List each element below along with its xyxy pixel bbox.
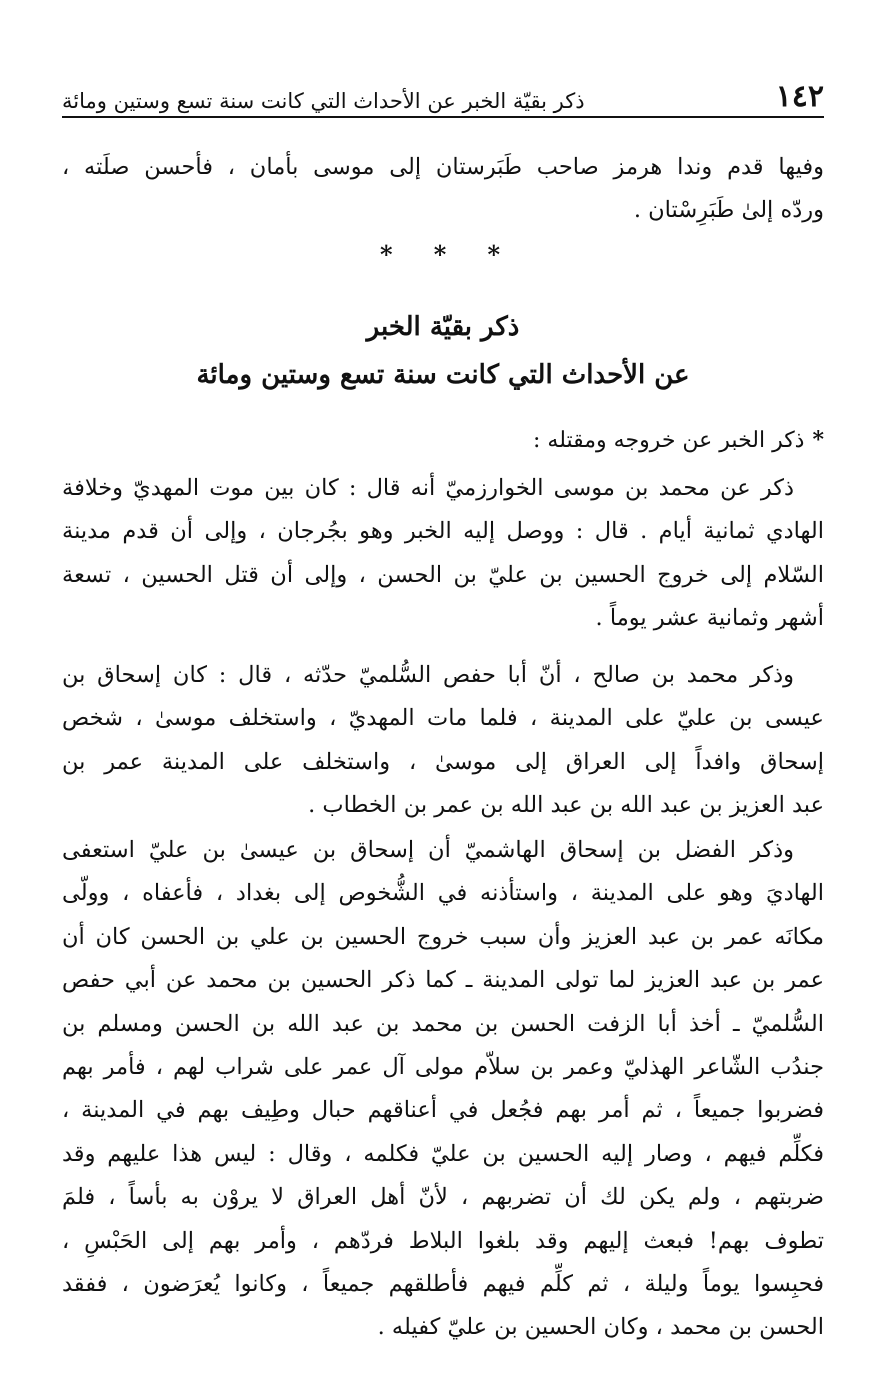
text-line: أشهر وثمانية عشر يوماً . (595, 605, 824, 632)
text-line: الهاديَ وهو على المدينة ، واستأذنه في الشُّخوص إلى بغداد ، فأعفاه ، وولّى (62, 880, 824, 907)
text-line: إسحاق وافداً إلى العراق إلى موسىٰ ، واستخلف على المدينة عمر بن (62, 748, 824, 775)
paragraph-1 (62, 467, 824, 641)
text-line: عبد العزيز بن عبد الله بن عبد الله بن عمر بن الخطاب . (308, 792, 824, 819)
text-line: السّلام إلى خروج الحسين بن عليّ بن الحسن ، وإلى أن قتل الحسين ، تسعة (62, 561, 824, 588)
text-line: الحسن بن محمد ، وكان الحسين بن عليّ كفيله . (377, 1314, 824, 1341)
subheading-marker: * (812, 427, 824, 453)
section-title-line-2: عن الأحداث التي كانت سنة تسع وستين ومائة (196, 360, 690, 390)
text-line: وذكر الفضل بن إسحاق الهاشميّ أن إسحاق بن عيسىٰ بن عليّ استعفى (62, 837, 794, 863)
separator-star: * (487, 240, 500, 269)
text-line: ضربتهم ، ولم يكن لك أن تضربهم ، لأنّ أهل العراق لا يروْن به بأساً ، فلمَ (62, 1184, 824, 1211)
text-line: وردّه إلىٰ طَبَرِسْتان . (633, 197, 824, 224)
text-line: وفيها قدم وندا هرمز صاحب طَبَرستان إلى موسى بأمان ، فأحسن صلَته ، (62, 154, 824, 180)
text-line: ذكر عن محمد بن موسى الخوارزميّ أنه قال : كان بين موت المهديّ وخلافة (62, 475, 794, 501)
text-line: وذكر محمد بن صالح ، أنّ أبا حفص السُّلميّ حدّثه ، قال : كان إسحاق بن (62, 662, 794, 688)
text-line: السُّلميّ ـ أخذ أبا الزفت الحسن بن محمد بن عبد الله بن الحسن ومسلم بن (62, 1010, 824, 1037)
text-line: فكلِّم فيهم ، وصار إليه الحسين بن عليّ فكلمه ، وقال : ليس هذا عليهم وقد (62, 1140, 824, 1167)
section-separator (380, 240, 500, 269)
text-line: مكانَه عمر بن عبد العزيز وأن سبب خروج الحسين بن علي بن الحسن كان أن (62, 923, 824, 950)
text-line: فحبِسوا يوماً وليلة ، ثم كلِّم فيهم فأطلقهم جميعاً ، وكانوا يُعرَضون ، ففقد (62, 1270, 824, 1297)
text-line: عيسى بن عليّ على المدينة ، فلما مات المهديّ ، واستخلف موسىٰ ، شخص (62, 705, 824, 732)
intro-paragraph (62, 146, 824, 233)
running-title: ذكر بقيّة الخبر عن الأحداث التي كانت سنة تسع وستين ومائة (62, 89, 585, 113)
paragraph-3 (62, 829, 824, 1350)
page-number: ١٤٢ (775, 79, 824, 114)
subheading-text: ذكر الخبر عن خروجه ومقتله : (533, 428, 805, 453)
text-line: تطوف بهم! فبعث إليهم وقد بلغوا البلاط فردّهم ، وأمر بهم إلى الحَبْسِ ، (62, 1227, 824, 1254)
text-line: فضربوا جميعاً ، ثم أمر بهم فجُعل في أعناقهم حبال وطِيف بهم في المدينة ، (62, 1097, 824, 1124)
text-line: عمر بن عبد العزيز لما تولى المدينة ـ كما ذكر الحسين بن محمد عن أبي حفص (62, 967, 824, 994)
text-line: الهادي ثمانية أيام . قال : ووصل إليه الخبر وهو بجُرجان ، وإلى أن قدم مدينة (62, 518, 824, 545)
text-line: جندُب الشّاعر الهذليّ وعمر بن سلاّم مولى آل عمر على شراب لهم ، فأمر بهم (62, 1053, 824, 1080)
running-header (62, 74, 824, 118)
paragraph-2 (62, 654, 824, 828)
subheading (62, 420, 824, 460)
separator-star: * (433, 240, 447, 269)
section-title-line-1: ذكر بقيّة الخبر (366, 312, 520, 342)
separator-star: * (380, 240, 393, 269)
